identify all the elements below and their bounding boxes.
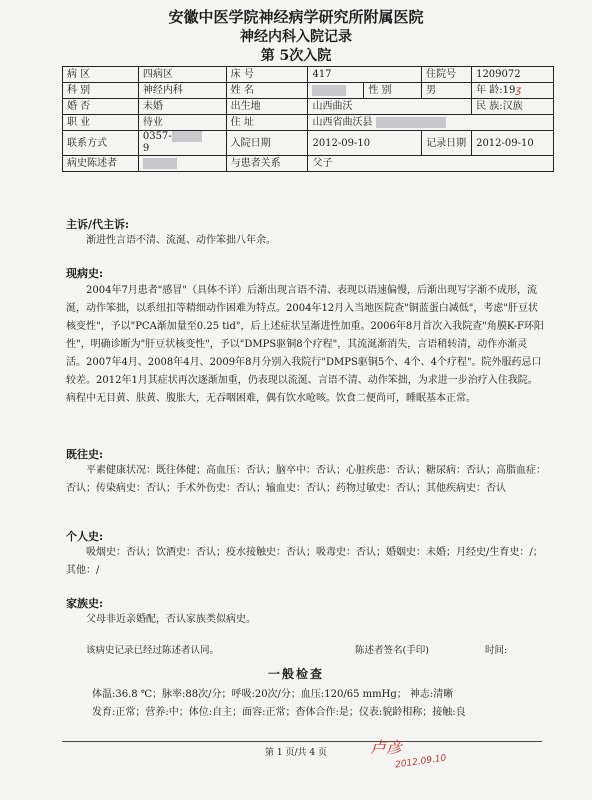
dept-label: 科 别 — [63, 83, 139, 99]
complaint-text: 渐进性言语不清、流涎、动作笨拙八年余。 — [86, 235, 276, 246]
doctor-signature: 卢彦 — [370, 738, 403, 757]
contact-value — [138, 131, 226, 156]
dept-value: 神经内科 — [138, 83, 226, 99]
name-label: 姓 名 — [226, 83, 308, 99]
hpi-body — [66, 282, 546, 408]
ethnic-value: 民 族:汉族 — [472, 99, 554, 115]
past-history-body — [66, 462, 546, 498]
inpatient-no-value: 1209072 — [472, 67, 554, 83]
birthplace-label: 出生地 — [226, 99, 308, 115]
job-label: 职 业 — [63, 115, 139, 131]
age-cell — [472, 83, 554, 99]
past-history-heading: 既往史: — [66, 448, 104, 461]
marital-label: 婚 否 — [63, 99, 139, 115]
birthplace-value: 山西曲沃 — [308, 99, 472, 115]
bed-label: 床 号 — [226, 67, 308, 83]
age-value: 19 — [502, 85, 516, 96]
admit-date-value: 2012-09-10 — [308, 131, 422, 156]
job-value: 待业 — [138, 115, 226, 131]
past-history-text: 平素健康状况：既往体健；高血压：否认；脑卒中：否认；心脏疾患：否认；糖尿病：否认；高脂血症：否认；传染病史：否认；手术外伤史：否认；输血史：否认；药物过敏史：否认；其他疾病史：否认 — [66, 465, 546, 494]
family-history-heading: 家族史: — [66, 597, 104, 610]
redacted-address — [376, 117, 446, 128]
age-correction-mark: ʒ — [515, 85, 522, 96]
redacted-phone — [172, 131, 202, 142]
address-value — [308, 115, 554, 131]
record-title: 神经内科入院记录 — [240, 29, 352, 45]
hospital-name: 安徽中医学院神经病学研究所附属医院 — [168, 8, 424, 26]
age-label: 年 龄: — [476, 85, 503, 96]
name-value — [308, 83, 364, 99]
general-exam-line1: 体温:36.8 ℃；脉率:88次/分；呼吸:20次/分；血压:120/65 mmHg； 神志:清晰 — [92, 689, 454, 700]
family-history-text: 父母非近亲婚配，否认家族类似病史。 — [86, 614, 256, 625]
relation-label: 与患者关系 — [226, 156, 308, 172]
address-label: 住 址 — [226, 115, 308, 131]
contact-line2: 9 — [142, 143, 150, 154]
family-history-body — [66, 611, 546, 629]
signer-label: 陈述者签名(手印) — [355, 645, 429, 656]
general-exam-line2: 发育:正常；营养:中；体位:自主；面容:正常；杳体合作:是；仪表:貌龄相称；接触:良 — [92, 707, 466, 718]
contact-line1: 0357- — [142, 131, 172, 142]
narrator-label: 病史陈述者 — [63, 156, 139, 172]
personal-history-heading: 个人史: — [66, 530, 104, 543]
sex-label: 性 别 — [364, 83, 422, 99]
page-number: 第 1 页/共 4 页 — [265, 748, 327, 758]
contact-label: 联系方式 — [63, 131, 139, 156]
time-label: 时间: — [485, 645, 508, 656]
sex-value: 男 — [422, 83, 472, 99]
hpi-text: 2004年7月患者"感冒"（具体不详）后渐出现言语不清、表现以语速偏慢，后渐出现写字渐不成形，流涎，动作笨拙，以系纽扣等精细动作困难为特点。2004年12月入当地医院查"铜蓝蛋白减低"，考虑"肝豆状核变性"，予以"PCA渐加量至0.25 tid"，后上述症状呈渐进性加重。2006年8月首次入我院查"角膜K-F环阳性"，明确诊断为"肝豆状核变性"，予以"DMPS驱铜8个疗程"，其流涎渐消失，言语稍转清，动作亦渐灵活。2007年4月、2008年4月、2009年8月分别入我院行"DMPS驱铜5个、4个、4个疗程"。院外服药忌口较差。2012年1月其症状再次逐渐加重，仍表现以流涎、言语不清、动作笨拙，为求进一步治疗入住我院。病程中无目黄、肤黄、腹胀大，无吞咽困难，偶有饮水呛咳。饮食二便尚可，睡眠基本正常。 — [66, 285, 544, 404]
personal-history-body — [66, 544, 546, 580]
patient-info-table — [62, 66, 554, 172]
complaint-body — [66, 232, 546, 250]
ward-value: 四病区 — [138, 67, 226, 83]
redacted-narrator — [143, 158, 177, 169]
signature-date: 2012.09.10 — [394, 753, 447, 771]
inpatient-no-label: 住院号 — [422, 67, 472, 83]
relation-value: 父子 — [308, 156, 554, 172]
admit-date-label: 入院日期 — [226, 131, 308, 156]
bed-value: 417 — [308, 67, 422, 83]
admission-number: 第 5次入院 — [260, 48, 332, 64]
address-text: 山西省曲沃县 — [312, 117, 373, 128]
hpi-heading: 现病史: — [66, 267, 104, 280]
record-date-value: 2012-09-10 — [472, 131, 554, 156]
general-exam-heading: 一般检查 — [267, 667, 324, 681]
personal-history-text: 吸烟史：否认；饮酒史：否认；疫水接触史：否认；吸毒史：否认；婚姻史：未婚；月经史/生育史：/；其他：/ — [66, 547, 543, 576]
confirm-statement: 该病史记录已经过陈述者认同。 — [86, 645, 220, 656]
record-date-label: 记录日期 — [422, 131, 472, 156]
narrator-value — [138, 156, 226, 172]
marital-value: 未婚 — [138, 99, 226, 115]
ward-label: 病 区 — [63, 67, 139, 83]
complaint-heading: 主诉/代主诉: — [66, 218, 130, 231]
footer-divider — [62, 741, 542, 742]
redacted-name — [312, 85, 346, 96]
